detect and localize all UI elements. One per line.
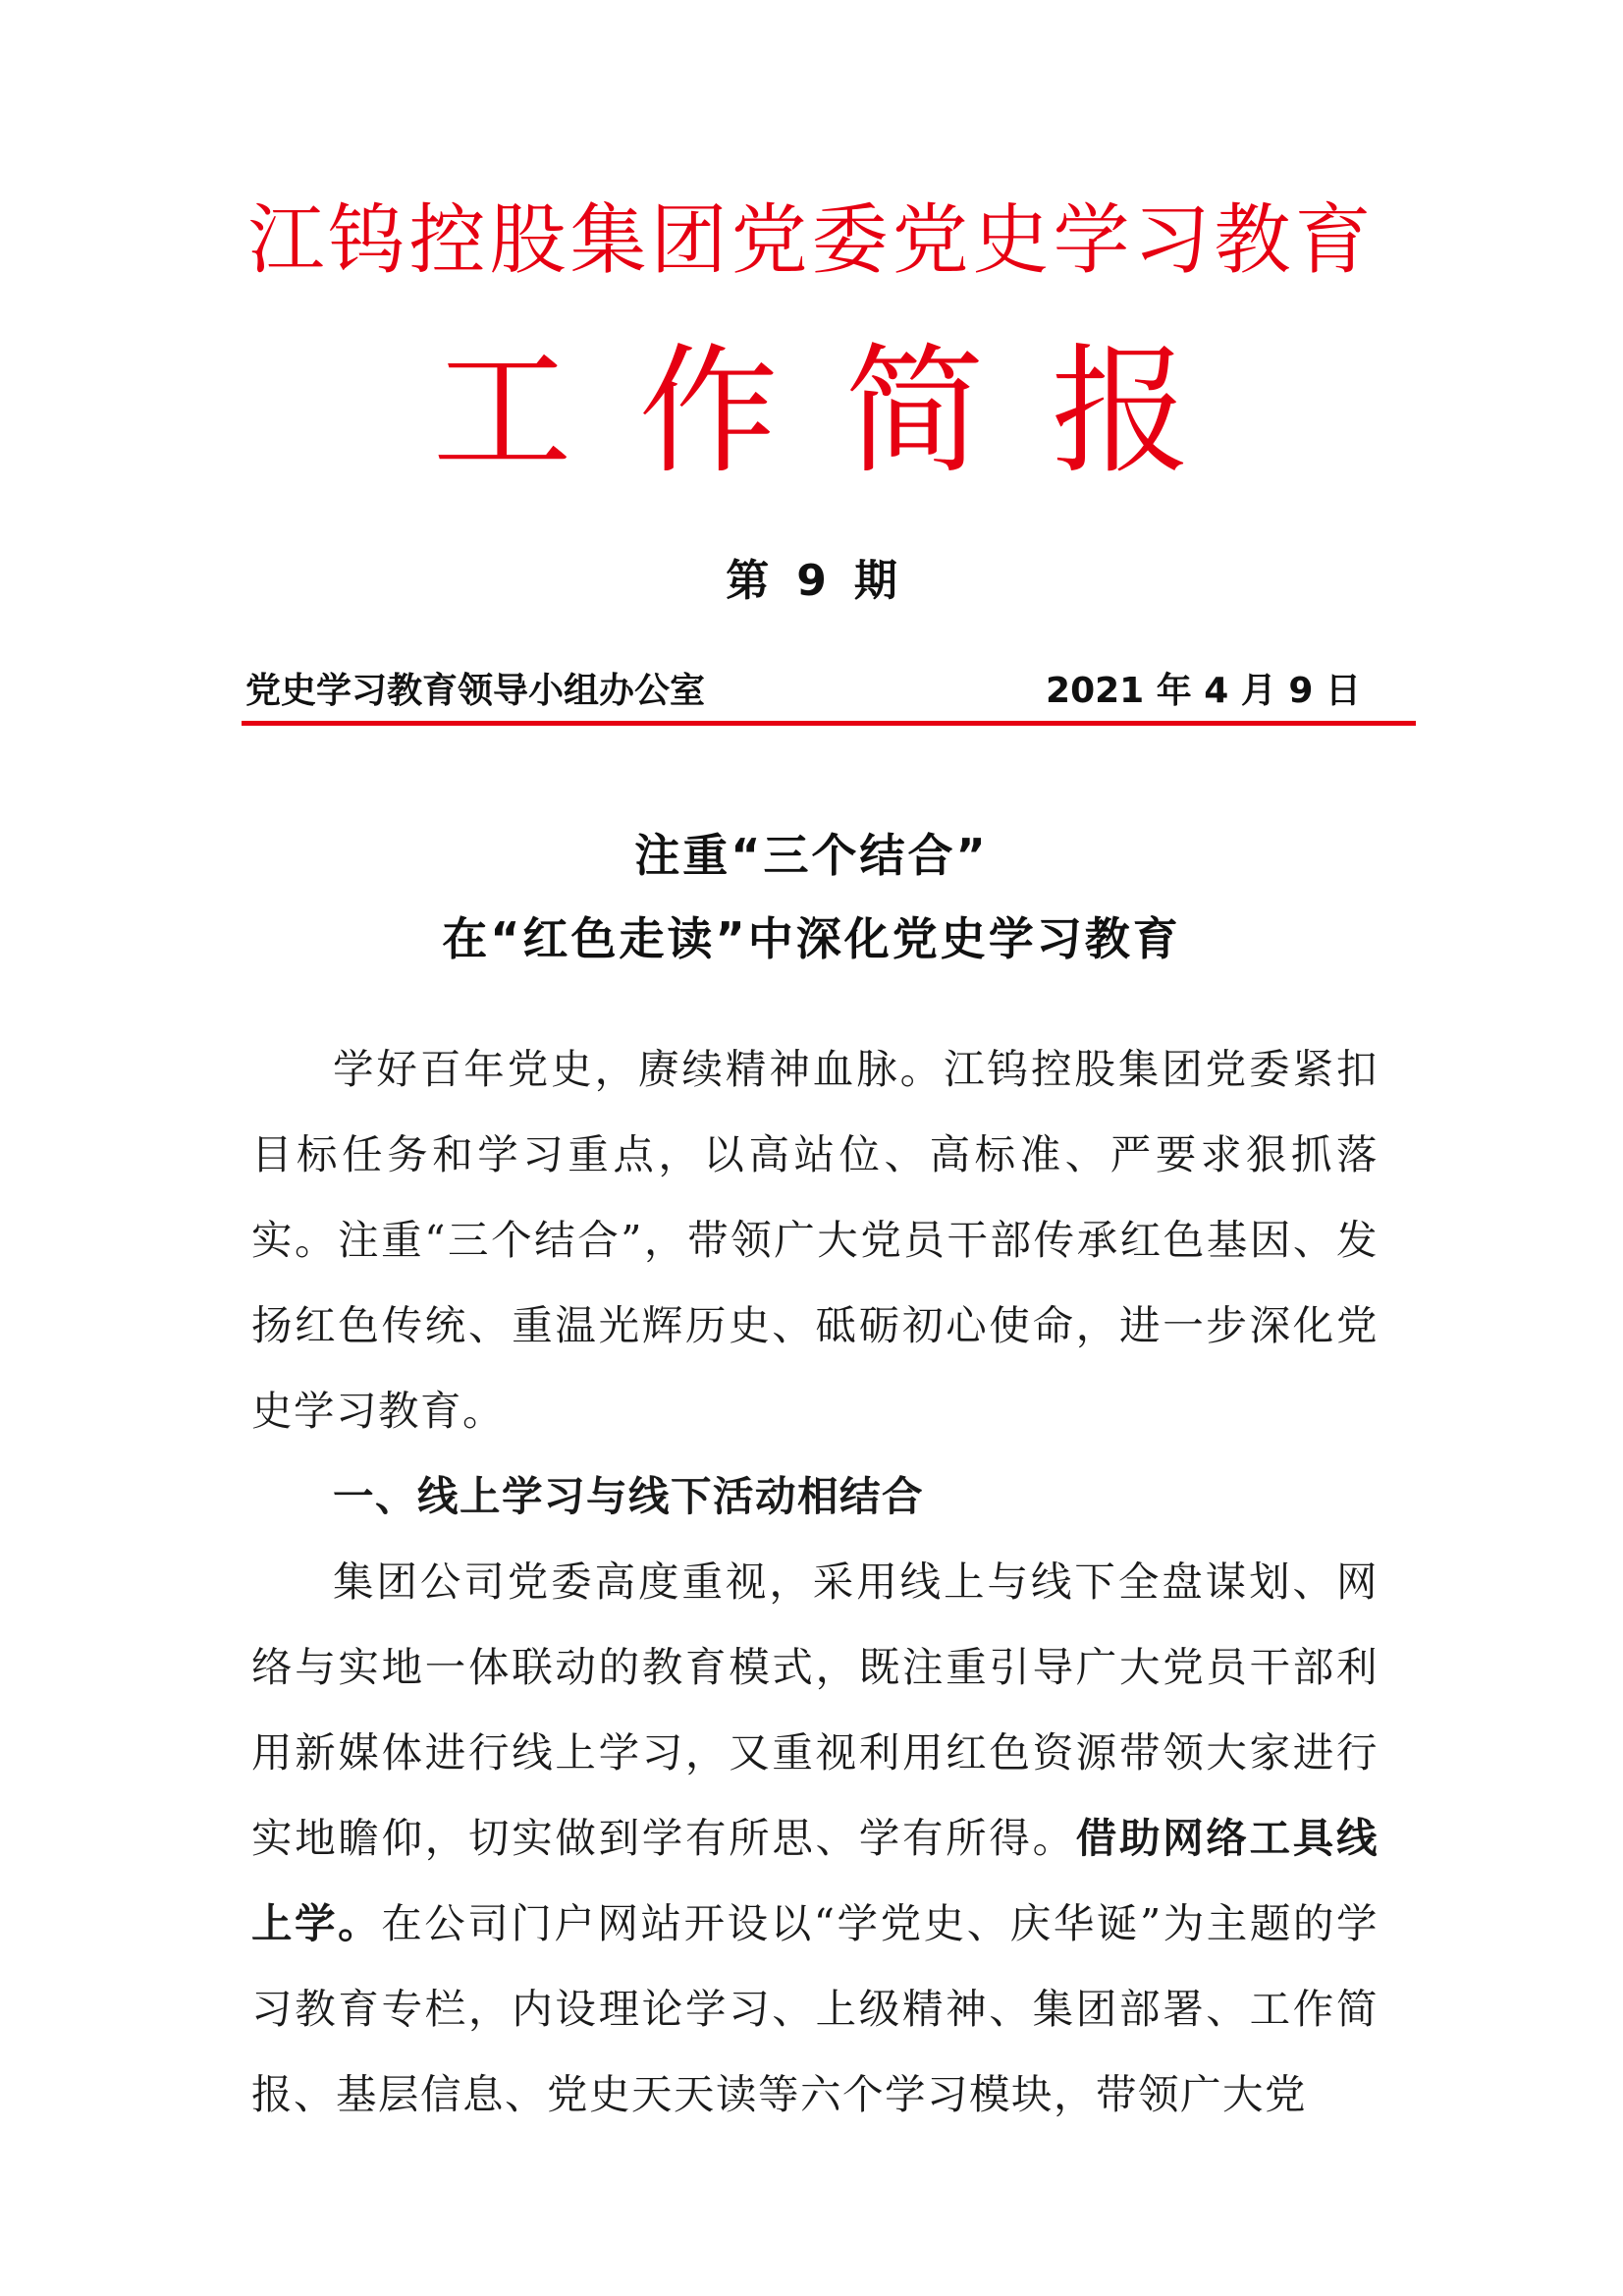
brief-title: 工作简报	[432, 331, 1258, 493]
org-title: 江钨控股集团党委党史学习教育	[247, 196, 1376, 285]
issue-date: 2021 年 4 月 9 日	[1046, 671, 1361, 711]
paragraph-section1	[251, 1539, 1379, 2137]
paragraph-section1-text-a: 集团公司党委高度重视，采用线上与线下全盘谋划、网络与实地一体联动的教育模式，既注重引导广大党员干部利用新媒体进行线上学习，又重视利用红色资源带领大家进行实地瞻仰，切实做到学有所思、学有所得。	[251, 1558, 1379, 1862]
office-name: 党史学习教育领导小组办公室	[245, 671, 706, 711]
issue-number	[0, 545, 1623, 608]
header-divider	[242, 721, 1416, 726]
article-title-line2: 在“红色走读”中深化党史学习教育	[442, 912, 1181, 965]
article-body	[251, 1026, 1379, 2137]
paragraph-section1-bold: 借助网络工具线上学。	[251, 1814, 1379, 1947]
issue-suffix: 期	[853, 556, 897, 606]
paragraph-section1-text-b: 在公司门户网站开设以“学党史、庆华诞”为主题的学习教育专栏，内设理论学习、上级精神、集团部署、工作简报、基层信息、党史天天读等六个学习模块，带领广大党	[251, 1899, 1379, 2118]
meta-row	[245, 663, 1361, 718]
article-title-line1: 注重“三个结合”	[634, 829, 989, 882]
paragraph-intro: 学好百年党史，赓续精神血脉。江钨控股集团党委紧扣目标任务和学习重点，以高站位、高标准、严要求狠抓落实。注重“三个结合”，带领广大党员干部传承红色基因、发扬红色传统、重温光辉历史、砥砺初心使命，进一步深化党史学习教育。	[251, 1045, 1379, 1435]
issue-value: 9	[796, 556, 827, 606]
section-heading: 一、线上学习与线下活动相结合	[333, 1472, 925, 1520]
issue-prefix: 第	[726, 556, 770, 606]
